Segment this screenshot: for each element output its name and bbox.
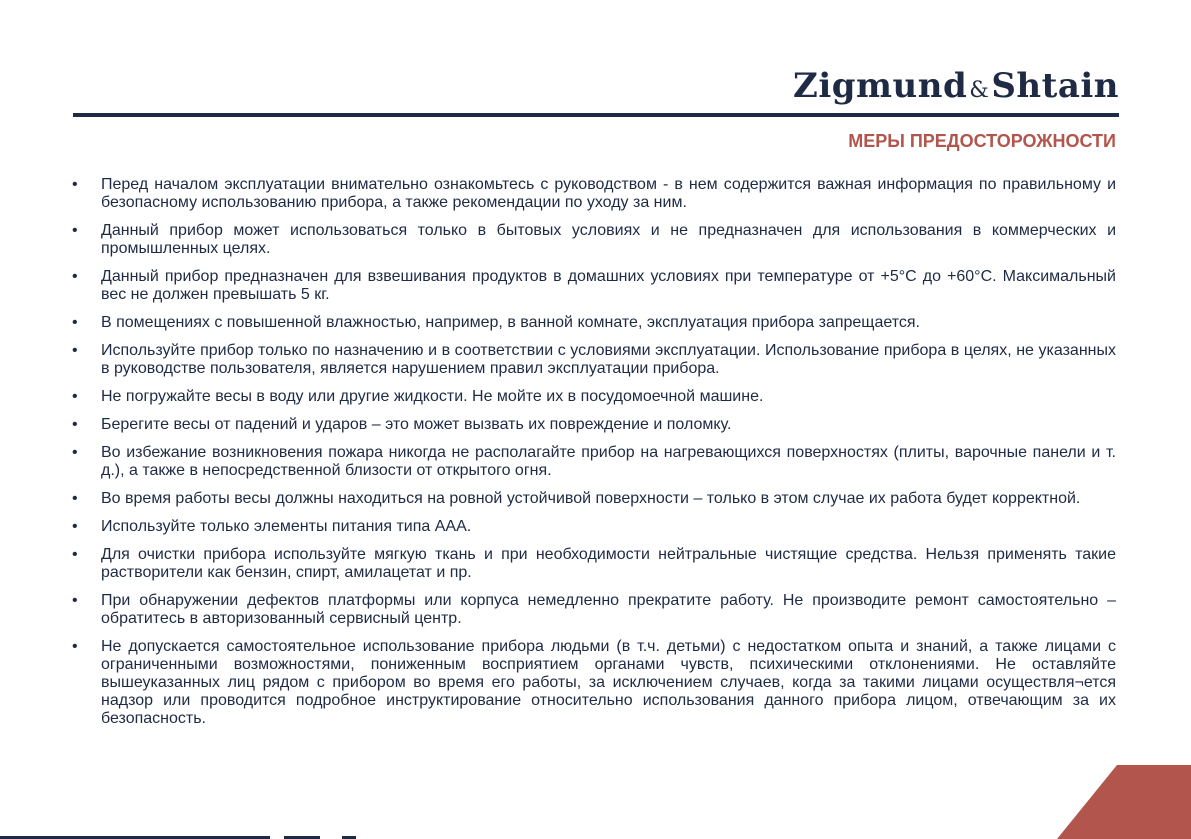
list-item-text: Используйте только элементы питания типа ААА. — [101, 518, 472, 535]
bullet-icon: • — [72, 592, 78, 609]
list-item — [66, 222, 1116, 258]
bullet-icon: • — [72, 268, 78, 285]
brand-logo — [793, 66, 1119, 106]
section-title: МЕРЫ ПРЕДОСТОРОЖНОСТИ — [848, 131, 1116, 151]
list-item — [66, 490, 1116, 508]
list-item-text: Во избежание возникновения пожара никогда не располагайте прибор на нагревающихся поверхностях (плиты, варочные панели и т. д.), а также в непосредственной близости от открытого огня. — [101, 444, 1116, 479]
list-item — [66, 268, 1116, 304]
list-item — [66, 592, 1116, 628]
bullet-icon: • — [72, 638, 78, 655]
logo-text-left: Zigmund — [793, 66, 968, 106]
bullet-icon: • — [72, 490, 78, 507]
list-item-text: Не погружайте весы в воду или другие жидкости. Не мойте их в посудомоечной машине. — [101, 388, 764, 405]
list-item-text: Берегите весы от падений и ударов – это может вызвать их повреждение и поломку. — [101, 416, 732, 433]
bullet-icon: • — [72, 518, 78, 535]
list-item-text: Не допускается самостоятельное использование прибора людьми (в т.ч. детьми) с недостатком опыта и знаний, а также лицами с ограниченными возможностями, пониженным восприятием органами чувств, психическими отклонениями. Не оставляйте вышеуказанных лиц рядом с прибором во время его работы, за исключением случаев, когда за такими лицами осуществля¬ется надзор или проводится подробное инструктирование относительно использования данного прибора лицом, отвечающим за их безопасность. — [101, 638, 1116, 727]
list-item — [66, 176, 1116, 212]
bullet-icon: • — [72, 342, 78, 359]
bullet-icon: • — [72, 546, 78, 563]
list-item-text: Данный прибор предназначен для взвешивания продуктов в домашних условиях при температуре от +5°С до +60°С. Максимальный вес не должен превышать 5 кг. — [101, 268, 1116, 303]
list-item — [66, 388, 1116, 406]
precautions-list — [66, 176, 1116, 738]
corner-decoration — [1057, 765, 1191, 839]
list-item-text: Перед началом эксплуатации внимательно ознакомьтесь с руководством - в нем содержится важная информация по правильному и безопасному использованию прибора, а также рекомендации по уходу за ним. — [101, 176, 1116, 211]
list-item — [66, 518, 1116, 536]
list-item-text: В помещениях с повышенной влажностью, например, в ванной комнате, эксплуатация прибора запрещается. — [101, 314, 920, 331]
bullet-icon: • — [72, 388, 78, 405]
list-item — [66, 314, 1116, 332]
bullet-icon: • — [72, 176, 78, 193]
list-item-text: Во время работы весы должны находиться на ровной устойчивой поверхности – только в этом случае их работа будет корректной. — [101, 490, 1081, 507]
logo-text-right: Shtain — [991, 66, 1119, 106]
logo-ampersand: & — [969, 78, 990, 103]
list-item — [66, 638, 1116, 728]
list-item-text: Данный прибор может использоваться только в бытовых условиях и не предназначен для использования в коммерческих и промышленных целях. — [101, 222, 1116, 257]
bullet-icon: • — [72, 314, 78, 331]
list-item-text: Используйте прибор только по назначению и в соответствии с условиями эксплуатации. Использование прибора в целях, не указанных в руководстве пользователя, является нарушением правил эксплуатации прибора. — [101, 342, 1116, 377]
bullet-icon: • — [72, 416, 78, 433]
list-item — [66, 416, 1116, 434]
list-item — [66, 342, 1116, 378]
list-item — [66, 546, 1116, 582]
list-item — [66, 444, 1116, 480]
bullet-icon: • — [72, 222, 78, 239]
header-divider — [73, 113, 1119, 117]
bullet-icon: • — [72, 444, 78, 461]
list-item-text: Для очистки прибора используйте мягкую ткань и при необходимости нейтральные чистящие средства. Нельзя применять такие растворители как бензин, спирт, амилацетат и пр. — [101, 546, 1116, 581]
list-item-text: При обнаружении дефектов платформы или корпуса немедленно прекратите работу. Не производите ремонт самостоятельно – обратитесь в авторизованный сервисный центр. — [101, 592, 1116, 627]
